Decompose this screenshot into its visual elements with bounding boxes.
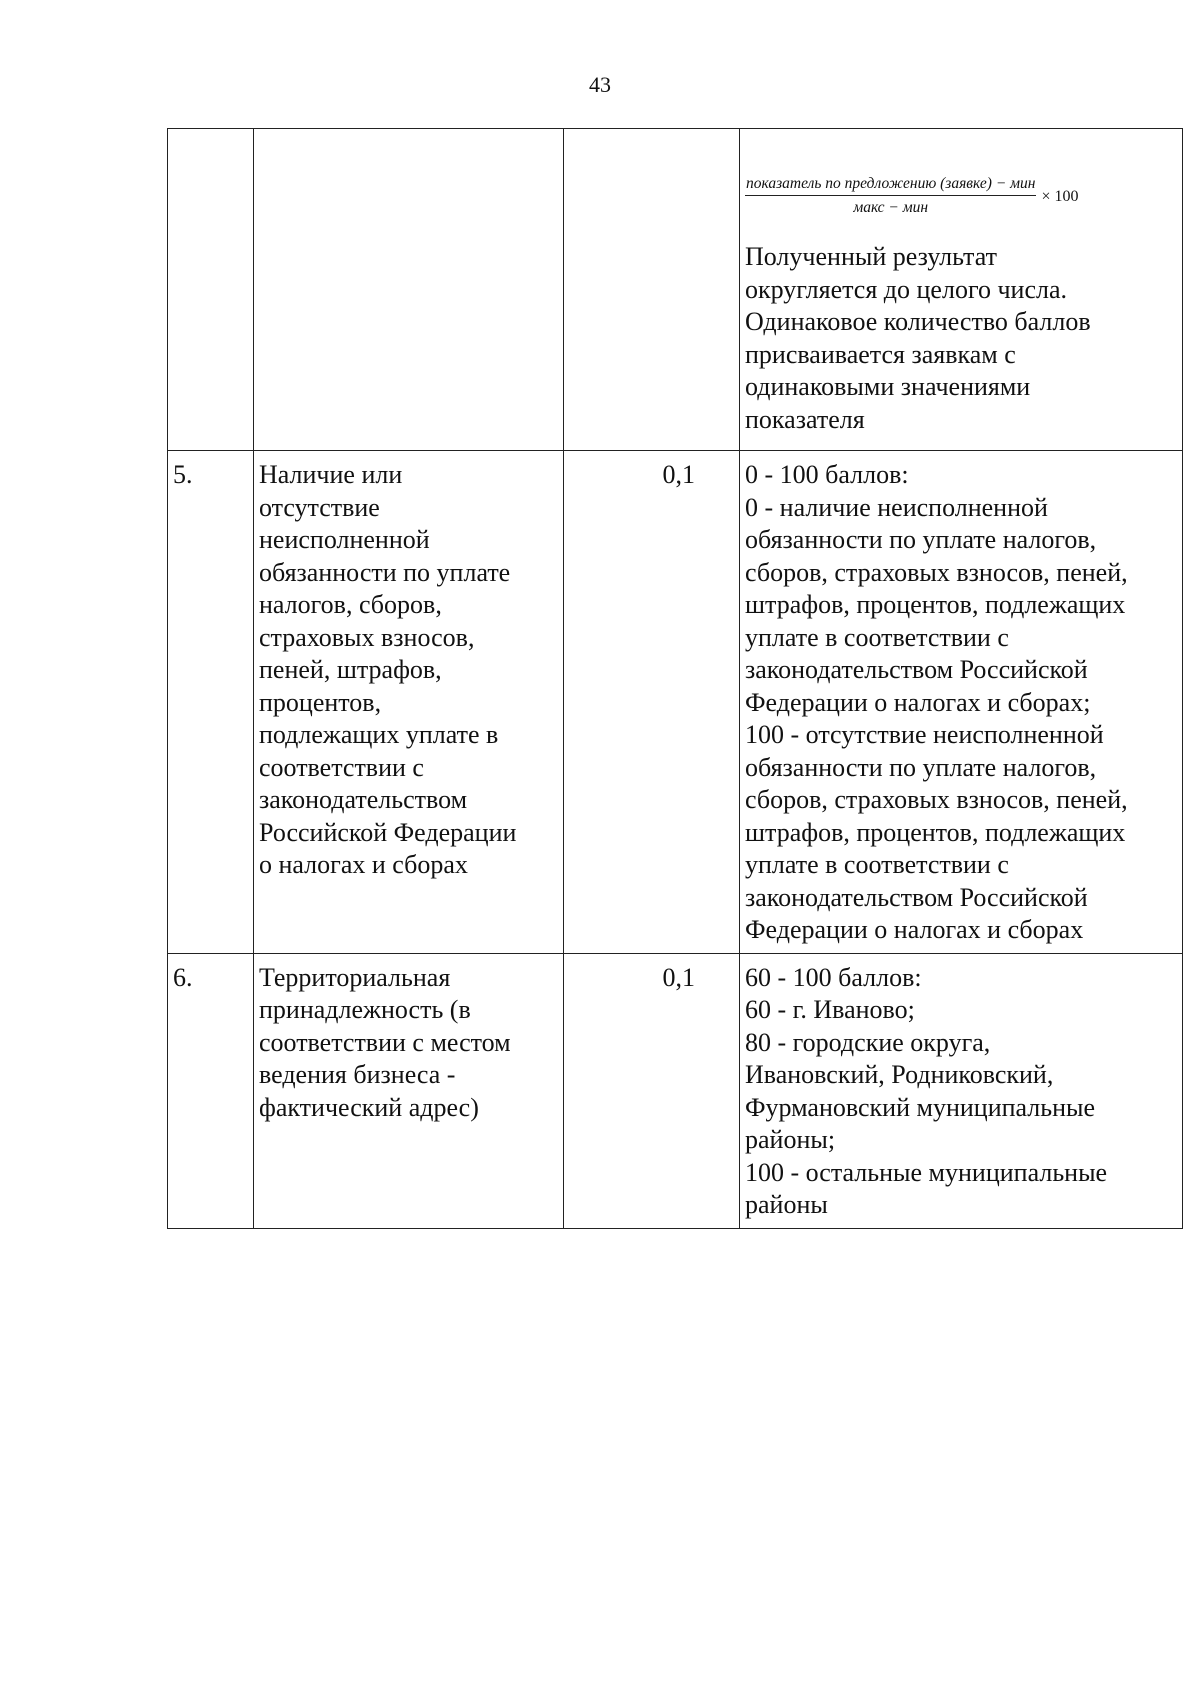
name-line: пеней, штрафов, [259,655,442,684]
name-line: о налогах и сборах [259,850,468,879]
score-formula [745,175,1176,217]
formula-numerator: показатель по предложению (заявке) − мин [745,175,1036,196]
rule-line: сборов, страховых взносов, пеней, [745,557,1128,587]
row-number-cell: 6. [168,953,254,1228]
rule-line: районы; [745,1125,836,1154]
name-line: Территориальная [259,962,451,992]
rule-line: 100 - остальные муниципальные [745,1157,1108,1187]
rule-line: уплате в соответствии с [745,850,1009,879]
rule-line: обязанности по уплате налогов, [745,752,1097,782]
rule-line: обязанности по уплате налогов, [745,525,1097,554]
rule-line: одинаковыми значениями [745,372,1031,401]
rule-line: штрафов, процентов, подлежащих [745,590,1126,619]
name-line: страховых взносов, [259,622,475,652]
row-number-cell: 5. [168,451,254,954]
name-line: налогов, сборов, [259,590,442,619]
rule-line: законодательством Российской [745,882,1088,912]
rule-line: уплате в соответствии с [745,622,1009,652]
name-line: соответствии с [259,752,424,782]
name-line: ведения бизнеса - [259,1060,456,1089]
rule-line: сборов, страховых взносов, пеней, [745,785,1128,814]
rule-line: 80 - городские округа, [745,1027,991,1057]
rule-line: Одинаковое количество баллов [745,307,1091,336]
rule-line: Фурмановский муниципальные [745,1092,1096,1122]
formula-fraction [745,175,1036,217]
name-line: отсутствие [259,492,380,522]
rule-line: штрафов, процентов, подлежащих [745,817,1126,847]
rule-line: Полученный результат [745,242,997,271]
name-line: Наличие или [259,460,403,489]
rule-line: 60 - г. Иваново; [745,995,915,1024]
rule-line: присваивается заявкам с [745,339,1016,369]
table-row-5 [168,451,1183,954]
table-row-6 [168,953,1183,1228]
criterion-name-cell [254,953,564,1228]
formula-denominator: макс − мин [853,199,929,216]
rule-line: показателя [745,404,865,434]
weight-cell [564,129,740,451]
rule-line: округляется до целого числа. [745,274,1068,304]
name-line: соответствии с местом [259,1027,511,1057]
weight-cell: 0,1 [564,953,740,1228]
rule-line: 0 - 100 баллов: [745,460,909,489]
name-line: обязанности по уплате [259,557,511,587]
name-line: законодательством [259,785,468,814]
page-number: 43 [589,72,611,97]
formula-multiplier: × 100 [1041,187,1079,205]
name-line: Российской Федерации [259,817,517,847]
scoring-rule-cell [740,953,1183,1228]
name-line: неисполненной [259,525,430,554]
rule-line: 60 - 100 баллов: [745,962,922,992]
rule-line: Федерации о налогах и сборах; [745,687,1091,717]
rule-line: Федерации о налогах и сборах [745,915,1084,944]
criteria-table [167,128,1183,1229]
name-line: процентов, [259,687,382,717]
weight-cell: 0,1 [564,451,740,954]
criterion-name-cell [254,451,564,954]
scoring-rule-cell [740,129,1183,451]
rule-line: законодательством Российской [745,655,1088,684]
rule-line: 0 - наличие неисполненной [745,492,1048,522]
name-line: подлежащих уплате в [259,720,499,749]
rule-line: 100 - отсутствие неисполненной [745,720,1104,749]
name-line: фактический адрес) [259,1092,479,1122]
row-number-cell [168,129,254,451]
criterion-name-cell [254,129,564,451]
scoring-rule-cell [740,451,1183,954]
rule-line: районы [745,1190,828,1219]
table-row-continuation [168,129,1183,451]
rule-line: Ивановский, Родниковский, [745,1060,1054,1089]
name-line: принадлежность (в [259,995,471,1024]
